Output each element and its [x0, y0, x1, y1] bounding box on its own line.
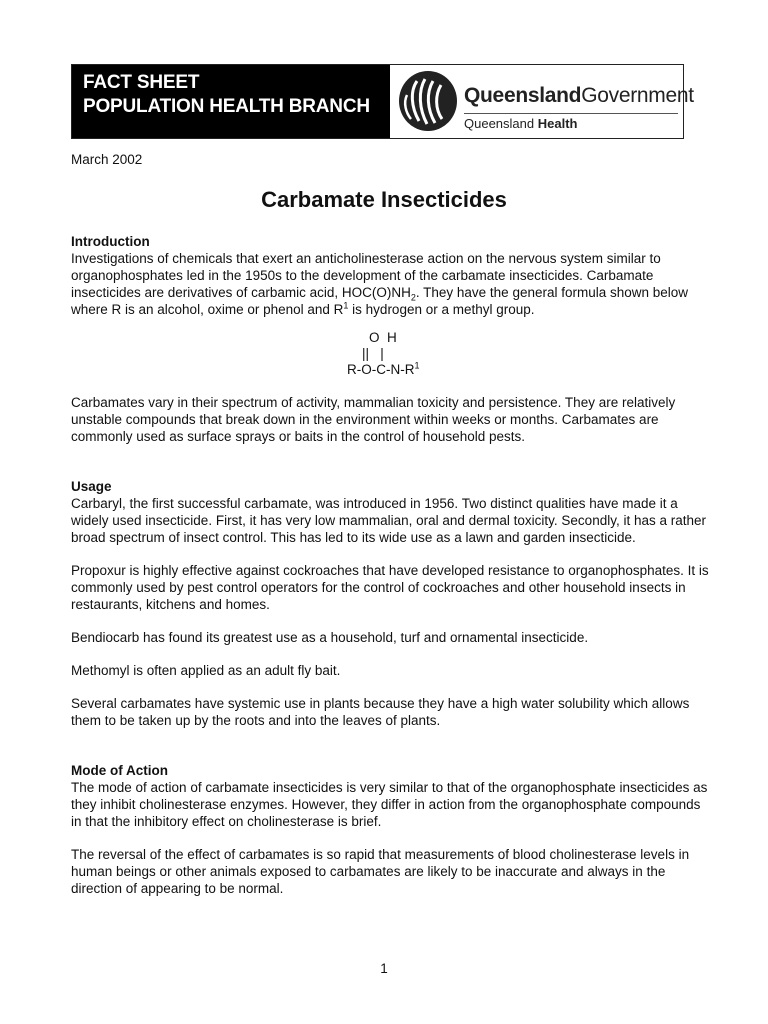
formula-line-3: [71, 362, 711, 378]
intro-text-c: is hydrogen or a methyl group.: [348, 302, 535, 317]
mode-of-action-paragraph: The reversal of the effect of carbamates is so rapid that measurements of blood cholinesterase levels in human beings or other animals exposed to carbamates are likely to be inaccurate and always in the direction of appearing to be normal.: [71, 847, 690, 896]
intro-superscript: 1: [343, 300, 349, 311]
health-bold: Health: [537, 116, 578, 131]
queensland-crest-icon: [397, 69, 459, 133]
wordmark-bold: Queensland: [464, 84, 582, 107]
page-number: 1: [380, 961, 388, 976]
fact-sheet-label: FACT SHEET: [83, 72, 200, 93]
usage-paragraph: Methomyl is often applied as an adult fly bait.: [71, 663, 341, 678]
header-banner: [71, 64, 694, 139]
formula-line-3-superscript: 1: [414, 360, 420, 371]
usage-paragraph: Carbaryl, the first successful carbamate, was introduced in 1956. Two distinct qualities have made it a widely used insecticide. First, it has very low mammalian, oral and dermal toxicity. Secondly, it has a rather broad spectrum of insect control. This has led to its wide use as a lawn and garden insecticide.: [71, 496, 707, 545]
wordmark-regular: Government: [581, 84, 694, 107]
intro-text-a: Investigations of chemicals that exert an anticholinesterase action on the nervous system similar to organophosphates led in the 1950s to the development of the carbamate insecticides. Carbamate insecticides are derivatives of carbamic acid, HOC(O)NH: [71, 251, 661, 300]
document-body: [71, 233, 711, 897]
page-title: Carbamate Insecticides: [261, 187, 507, 212]
health-regular: Queensland: [464, 116, 535, 131]
publication-date: March 2002: [71, 152, 143, 167]
queensland-government-logo: [390, 65, 694, 138]
intro-text-b: . They have the general formula shown below where R is an alcohol, oxime or phenol and R: [71, 285, 689, 317]
usage-heading: Usage: [71, 479, 112, 494]
logo-divider: [464, 113, 678, 114]
queensland-government-wordmark: [464, 85, 694, 107]
formula-line-2: || |: [362, 346, 384, 361]
mode-of-action-paragraph: The mode of action of carbamate insecticides is very similar to that of the organophosphate insecticides as they inhibit cholinesterase enzymes. However, they differ in action from the organophosphate compounds in that the inhibitory effect on cholinesterase is brief.: [71, 780, 708, 829]
introduction-paragraph: [71, 250, 711, 318]
mode-of-action-heading: Mode of Action: [71, 763, 168, 778]
usage-paragraph: Bendiocarb has found its greatest use as a household, turf and ornamental insecticide.: [71, 630, 589, 645]
introduction-heading: Introduction: [71, 234, 150, 249]
formula-line-1: O H: [369, 330, 397, 345]
formula-line-3-text: R-O-C-N-R: [347, 362, 415, 377]
branch-label: POPULATION HEALTH BRANCH: [83, 96, 370, 117]
usage-paragraph: Propoxur is highly effective against cockroaches that have developed resistance to organophosphates. It is commonly used by pest control operators for the control of cockroaches and other household insects in restaurants, kitchens and homes.: [71, 563, 709, 612]
intro-subscript: 2: [410, 292, 416, 303]
queensland-health-wordmark: [464, 116, 577, 132]
introduction-paragraph-2: Carbamates vary in their spectrum of activity, mammalian toxicity and persistence. They are relatively unstable compounds that break down in the environment within weeks or months. Carbamates are commonly used as surface sprays or baits in the control of household pests.: [71, 395, 676, 444]
header-title-block: [72, 65, 390, 138]
usage-paragraph: Several carbamates have systemic use in plants because they have a high water solubility which allows them to be taken up by the roots and into the leaves of plants.: [71, 696, 690, 728]
general-formula: [71, 330, 711, 378]
